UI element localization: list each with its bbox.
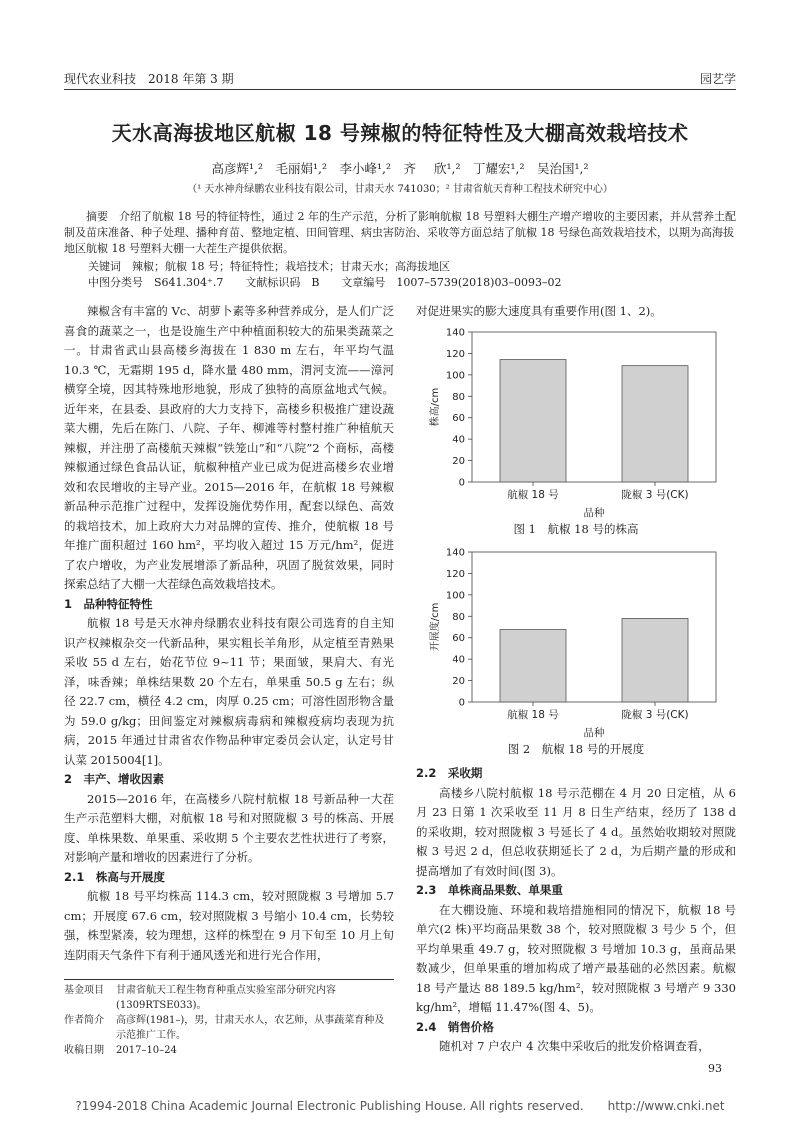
y-tick-label: 140 (445, 547, 465, 559)
bar (622, 366, 688, 482)
y-tick-label: 100 (445, 370, 465, 382)
figure-2-chart (416, 542, 736, 742)
section-2-3-heading: 2.3 单株商品果数、单果重 (416, 883, 563, 897)
figure-2-caption: 图 2 航椒 18 号的开展度 (507, 742, 645, 756)
copyright-footer: ?1994-2018 China Academic Journal Electronic Publishing House. All rights reserved. http://www.cnki.net (75, 1099, 725, 1113)
section-2-1-heading: 2.1 株高与开展度 (64, 869, 165, 884)
y-tick-label: 120 (445, 348, 465, 360)
page-number: 93 (708, 1062, 722, 1075)
section-2-1-paragraph: 航椒 18 号平均株高 114.3 cm，较对照陇椒 3 号增加 5.7 cm；开展度 67.6 cm，较对照陇椒 3 号缩小 10.4 cm，长势较强，株型紧凑，较为理想，这样的株型在 9 月下旬至 10 月上旬连阴雨天气条件下有利于通风透光和进行光合作用， (64, 889, 394, 962)
footnote-funding: 基金项目 甘肃省航天工程生物育种重点实验室部分研究内容(1309RTSE033)。 (64, 985, 336, 1011)
y-tick-label: 20 (452, 676, 465, 688)
section-2-4-paragraph: 随机对 7 户农户 4 次集中采收后的批发价格调查看， (439, 1039, 710, 1053)
y-tick-label: 60 (452, 413, 465, 425)
bar (622, 618, 688, 702)
header-rule (64, 89, 736, 90)
paper-title: 天水高海拔地区航椒 18 号辣椒的特征特性及大棚高效栽培技术 (111, 121, 689, 145)
y-tick-label: 80 (452, 611, 465, 623)
section-1-paragraph: 航椒 18 号是天水神舟绿鹏农业科技有限公司选育的自主知识产权辣椒杂交一代新品种，果实粗长羊角形，从定植至青熟果采收 55 d 左右，始花节位 9~11 节；果面皱，果肩大、有光泽，味香辣；单株结果数 20 个左右，单果重 50.5 g 左右；纵径 22.7 cm，横径 4.2 cm，肉厚 0.25 cm；可溶性固形物含量为 59.0 g/kg；田间鉴定对辣椒病毒病和辣椒疫病均表现为抗病，2015 年通过甘肃省农作物品种审定委员会认定，认定号甘认菜 2015004[1]。 (64, 616, 394, 767)
left-column (64, 302, 394, 965)
y-tick-label: 40 (452, 434, 465, 446)
section-2-4-heading: 2.4 销售价格 (416, 1019, 494, 1034)
figure-1-chart (416, 322, 736, 522)
x-tick-label: 航椒 18 号 (507, 709, 559, 721)
bar (500, 630, 566, 702)
footnote-rule (64, 979, 394, 980)
figure-1-caption: 图 1 航椒 18 号的株高 (513, 522, 639, 536)
author-list: 高彦辉¹,² 毛丽娟¹,² 李小峰¹,² 齐 欣¹,² 丁耀宏¹,² 吴治国¹,² (211, 161, 589, 176)
section-2-paragraph: 2015—2016 年，在高楼乡八院村航椒 18 号新品种一大茬生产示范塑料大棚，对航椒 18 号和对照陇椒 3 号的株高、开展度、单株果数、单果重、采收期 5 个主要农艺性状进行了考察，对影响产量和增收的因素进行了分析。 (64, 791, 394, 864)
right-column-top (416, 302, 736, 322)
journal-header: 现代农业科技 2018 年第 3 期 (64, 72, 234, 86)
x-tick-label: 航椒 18 号 (507, 489, 559, 501)
y-tick-label: 100 (445, 590, 465, 602)
x-tick-label: 陇椒 3 号(CK) (621, 709, 689, 721)
y-tick-label: 60 (452, 633, 465, 645)
x-tick-label: 陇椒 3 号(CK) (621, 489, 689, 501)
y-axis-label: 株高/cm (430, 387, 441, 427)
section-2-3-paragraph: 在大棚设施、环境和栽培措施相同的情况下，航椒 18 号单穴(2 株)平均商品果数 38 个，较对照陇椒 3 号少 5 个，但平均单果重 49.7 g，较对照陇椒 3 号增加 10.3 g，虽商品果数减少，但单果重的增加构成了增产最基础的必然因素。航椒 18 号产量达 88 189.5 kg/hm²，较对照陇椒 3 号增产 9 330 kg/hm²，增幅 11.47%(图 4、5)。 (416, 902, 736, 1014)
bar (500, 360, 566, 482)
y-tick-label: 40 (452, 654, 465, 666)
keywords: 关键词 辣椒；航椒 18 号；特征特性；栽培技术；甘肃天水；高海拔地区 (88, 260, 450, 273)
intro-paragraph: 辣椒含有丰富的 Vc、胡萝卜素等多种营养成分，是人们广泛喜食的蔬菜之一，也是设施生产中种植面积较大的茄果类蔬菜之一。甘肃省武山县高楼乡海拔在 1 830 m 左右，年平均气温 10.3 ℃，无霜期 195 d，降水量 480 mm，渭河支流——漳河横穿全境，因其特殊地形地貌，形成了独特的高原盆地式气候。近年来，在县委、县政府的大力支持下，高楼乡积极推广建设蔬菜大棚，先后在陈门、八院、子年、柳滩等村整村推广种植航天辣椒，并注册了高楼航天辣椒“铁笼山”和“八院”2 个商标，高楼辣椒通过绿色食品认证，航椒种植产业已成为促进高楼乡农业增效和农民增收的主导产业。2015—2016 年，在航椒 18 号辣椒新品种示范推广过程中，发挥设施优势作用，配套以绿色、高效的栽培技术，加上政府大力对品牌的宣传、推介，使航椒 18 号年推广面积超过 160 hm²，平均收入超过 15 万元/hm²，促进了农户增收，为产业发展增添了新品种，巩固了脱贫效果，同时探索总结了大棚一大茬绿色高效栽培技术。 (64, 304, 394, 591)
section-2-heading: 2 丰产、增收因素 (64, 772, 165, 786)
section-header: 园艺学 (699, 72, 736, 86)
right-column-text (416, 764, 736, 1057)
y-tick-label: 20 (452, 456, 465, 468)
classification-line: 中图分类号 S641.304⁺.7 文献标识码 B 文章编号 1007–5739(2018)03–0093–02 (88, 276, 562, 289)
abstract (64, 209, 736, 257)
abstract-text: 摘要 介绍了航椒 18 号的特征特性，通过 2 年的生产示范，分析了影响航椒 18 号塑料大棚生产增产增收的主要因素，并从营养土配制及苗床准备、种子处理、播种育苗、整地定植、田间管理、病虫害防治、采收等方面总结了航椒 18 号绿色高效栽培技术，以期为高海拔地区航椒 18 号塑料大棚一大茬生产提供依据。 (64, 210, 736, 255)
footnotes (64, 983, 394, 1058)
x-axis-label: 品种 (583, 507, 605, 519)
footnote-author: 作者简介 高彦辉(1981–)，男，甘肃天水人，农艺师，从事蔬菜育种及示范推广工作。 (64, 1015, 385, 1041)
section-2-2-heading: 2.2 采收期 (416, 766, 483, 780)
section-2-2-paragraph: 高楼乡八院村航椒 18 号示范棚在 4 月 20 日定植，从 6 月 23 日第 1 次采收至 11 月 8 日生产结束，经历了 138 d 的采收期，较对照陇椒 3 号延长了 4 d。虽然始收期较对照陇椒 3 号迟 2 d，但总收获期延长了 2 d，为后期产量的形成和提高增加了有效时间(图 3)。 (416, 785, 736, 878)
y-tick-label: 0 (458, 477, 465, 489)
y-tick-label: 0 (458, 697, 465, 709)
figure-reference-text: 对促进果实的膨大速度具有重要作用(图 1、2)。 (416, 304, 662, 318)
section-1-heading: 1 品种特征特性 (64, 596, 153, 611)
affiliation: （¹ 天水神舟绿鹏农业科技有限公司，甘肃天水 741030；² 甘肃省航天育种工程技术研究中心） (187, 184, 613, 195)
y-tick-label: 80 (452, 391, 465, 403)
footnote-received: 收稿日期 2017–10–24 (64, 1045, 177, 1056)
y-tick-label: 120 (445, 568, 465, 580)
y-axis-label: 开展度/cm (430, 602, 441, 652)
y-tick-label: 140 (445, 327, 465, 339)
x-axis-label: 品种 (583, 727, 605, 739)
